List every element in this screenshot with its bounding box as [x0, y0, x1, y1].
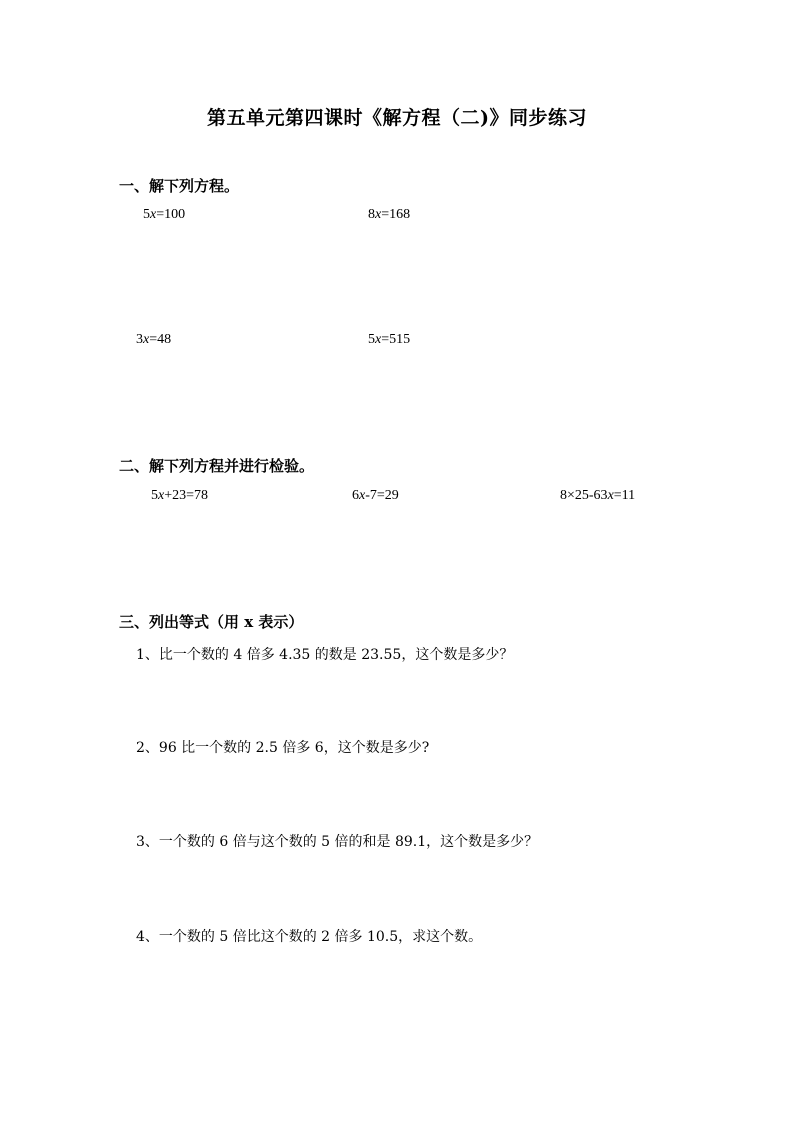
- equation-2-2: 6x-7=29: [352, 488, 399, 503]
- equation-2-3: 8×25-63x=11: [560, 488, 636, 503]
- equation-1-2: 8x=168: [368, 207, 411, 222]
- question-3: 3、一个数的 6 倍与这个数的 5 倍的和是 89.1，这个数是多少？: [136, 834, 539, 850]
- section-heading-1: 一、解下列方程。: [119, 177, 240, 195]
- equation-1-4: 5x=515: [368, 332, 411, 347]
- section-heading-3: 三、列出等式（用 x 表示）: [119, 613, 304, 631]
- page-title: 第五单元第四课时《解方程（二)》同步练习: [207, 107, 587, 129]
- question-4: 4、一个数的 5 倍比这个数的 2 倍多 10.5，求这个数。: [136, 929, 483, 945]
- equation-2-1: 5x+23=78: [151, 488, 209, 503]
- question-1: 1、比一个数的 4 倍多 4.35 的数是 23.55，这个数是多少？: [136, 647, 514, 663]
- section-heading-2: 二、解下列方程并进行检验。: [119, 457, 315, 475]
- equation-1-1: 5x=100: [143, 207, 186, 222]
- question-2: 2、96 比一个数的 2.5 倍多 6，这个数是多少?: [136, 740, 430, 756]
- equation-1-3: 3x=48: [136, 332, 172, 347]
